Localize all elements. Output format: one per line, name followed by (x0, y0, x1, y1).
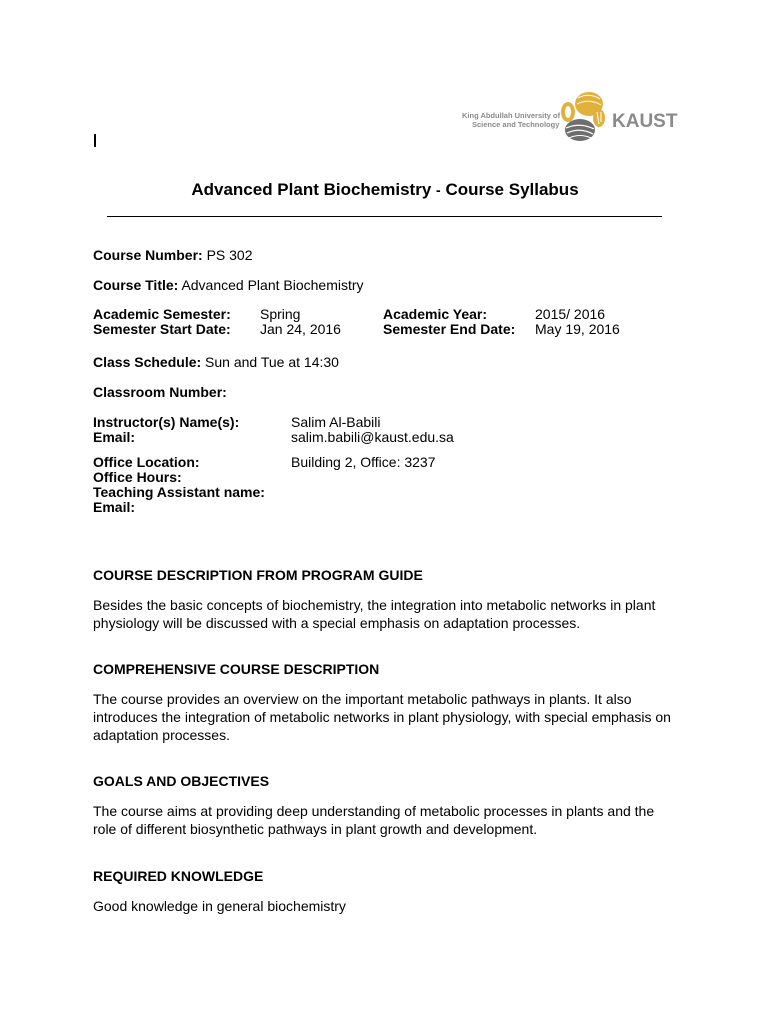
section-body: Besides the basic concepts of biochemistry, the integration into metabolic networks in plant physiology will be discussed with a special emphasis on adaptation processes. (93, 597, 656, 631)
schedule-value: Sun and Tue at 14:30 (205, 354, 339, 370)
kaust-logo (462, 86, 682, 152)
course-number-row (93, 247, 253, 263)
section-heading: COMPREHENSIVE COURSE DESCRIPTION (93, 661, 380, 677)
end-date-label: Semester End Date: (383, 321, 516, 337)
ta-name-label: Teaching Assistant name: (93, 484, 265, 500)
instructor-value: Salim Al-Babili (291, 414, 381, 430)
start-date-label: Semester Start Date: (93, 321, 231, 337)
course-title-label: Course Title: (93, 277, 179, 293)
year-label: Academic Year: (383, 306, 488, 322)
course-title-value: Advanced Plant Biochemistry (181, 277, 364, 293)
classroom-label: Classroom Number: (93, 384, 227, 400)
section-body: Good knowledge in general biochemistry (93, 898, 346, 914)
course-title-row (93, 277, 364, 293)
start-date-value: Jan 24, 2016 (260, 321, 341, 337)
section-heading: GOALS AND OBJECTIVES (93, 773, 270, 789)
logo-university-line1: King Abdullah University of (462, 111, 561, 120)
course-number-value: PS 302 (206, 247, 253, 263)
section-heading: COURSE DESCRIPTION FROM PROGRAM GUIDE (93, 567, 423, 583)
title-right: Course Syllabus (445, 180, 579, 199)
ta-email-label: Email: (93, 499, 136, 515)
title-separator: - (436, 182, 441, 198)
semester-label: Academic Semester: (93, 306, 231, 322)
page-title (0, 180, 770, 200)
instructor-label: Instructor(s) Name(s): (93, 414, 240, 430)
email-label: Email: (93, 429, 136, 445)
title-left: Advanced Plant Biochemistry (191, 180, 432, 199)
stray-mark (94, 134, 96, 147)
section-heading: REQUIRED KNOWLEDGE (93, 868, 264, 884)
semester-value: Spring (260, 306, 301, 322)
schedule-row (93, 354, 339, 370)
office-hours-label: Office Hours: (93, 469, 182, 485)
kaust-emblem-icon (561, 92, 605, 141)
section-body: The course aims at providing deep understanding of metabolic processes in plants and the role of different biosynthetic pathways in plant growth and development. (93, 803, 655, 837)
logo-university-line2: Science and Technology (472, 120, 560, 129)
office-location-label: Office Location: (93, 454, 200, 470)
logo-brand: KAUST (612, 111, 678, 132)
schedule-label: Class Schedule: (93, 354, 202, 370)
course-number-label: Course Number: (93, 247, 203, 263)
year-value: 2015/ 2016 (535, 306, 606, 322)
end-date-value: May 19, 2016 (535, 321, 620, 337)
section-body: The course provides an overview on the important metabolic pathways in plants. It also introduces the integration of metabolic networks in plant physiology, with special emphasis on adaptation processes. (93, 691, 671, 743)
office-location-value: Building 2, Office: 3237 (291, 454, 436, 470)
email-value[interactable]: salim.babili@kaust.edu.sa (291, 429, 454, 445)
title-divider (107, 216, 662, 217)
